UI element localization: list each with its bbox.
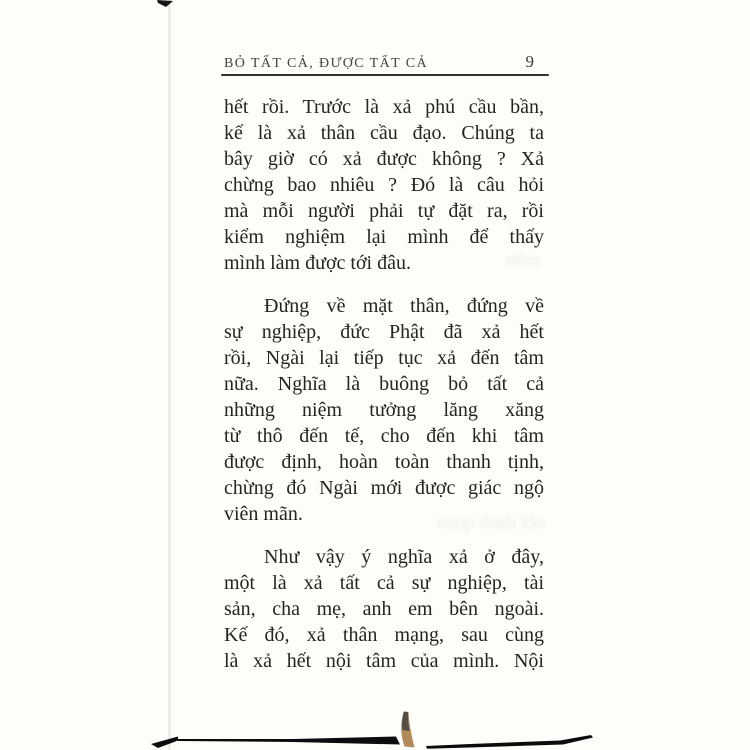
reverse-page-show-through: nội danh quan (437, 512, 545, 533)
text-line: được định, hoàn toàn thanh tịnh, (224, 451, 544, 473)
text-line: Đứng về mặt thân, đứng về (264, 295, 544, 317)
text-line: từ thô đến tế, cho đến khi tâm (224, 425, 544, 447)
bookmark-tip (401, 712, 414, 748)
page-header (224, 52, 548, 72)
bookmark-tip-shadow (402, 712, 409, 732)
text-line: là xả hết nội tâm của mình. Nội (224, 650, 544, 672)
text-line: bây giờ có xả được không ? Xả (224, 148, 544, 170)
page-fold-crease (168, 0, 171, 750)
text-line: viên mãn. (224, 503, 303, 525)
bottom-edge-thin-line (178, 739, 293, 742)
text-line: nữa. Nghĩa là buông bỏ tất cả (224, 373, 544, 395)
text-line: Kế đó, xả thân mạng, sau cùng (224, 624, 544, 646)
bottom-edge-mid-segment (293, 737, 400, 745)
text-line: mình làm được tới đâu. (224, 252, 411, 274)
text-line: những niệm tưởng lăng xăng (224, 399, 544, 421)
text-line: chừng đó Ngài mới được giác ngộ (224, 477, 544, 499)
text-line: kiểm nghiệm lại mình để thấy (224, 226, 544, 248)
text-line: sản, cha mẹ, anh em bên ngoài. (224, 598, 544, 620)
running-header-title: BỎ TẤT CẢ, ĐƯỢC TẤT CẢ (224, 56, 428, 71)
text-line: một là xả tất cả sự nghiệp, tài (224, 572, 544, 594)
text-line: chừng bao nhiêu ? Đó là câu hỏi (224, 174, 544, 196)
text-line: hết rồi. Trước là xả phú cầu bần, (224, 96, 544, 118)
text-line: Như vậy ý nghĩa xả ở đây, (264, 546, 544, 568)
body-text (224, 94, 544, 674)
bottom-edge-right-segment (426, 735, 593, 749)
text-line: kế là xả thân cầu đạo. Chúng ta (224, 122, 544, 144)
text-line: sự nghiệp, đức Phật đã xả hết (224, 321, 544, 343)
text-line: rồi, Ngài lại tiếp tục xả đến tâm (224, 347, 544, 369)
reverse-page-show-through: môn (506, 250, 540, 271)
text-line: mà mỗi người phải tự đặt ra, rồi (224, 200, 544, 222)
header-rule (221, 74, 549, 76)
page-number: 9 (525, 52, 534, 71)
bottom-edge-left-wedge (151, 737, 178, 749)
